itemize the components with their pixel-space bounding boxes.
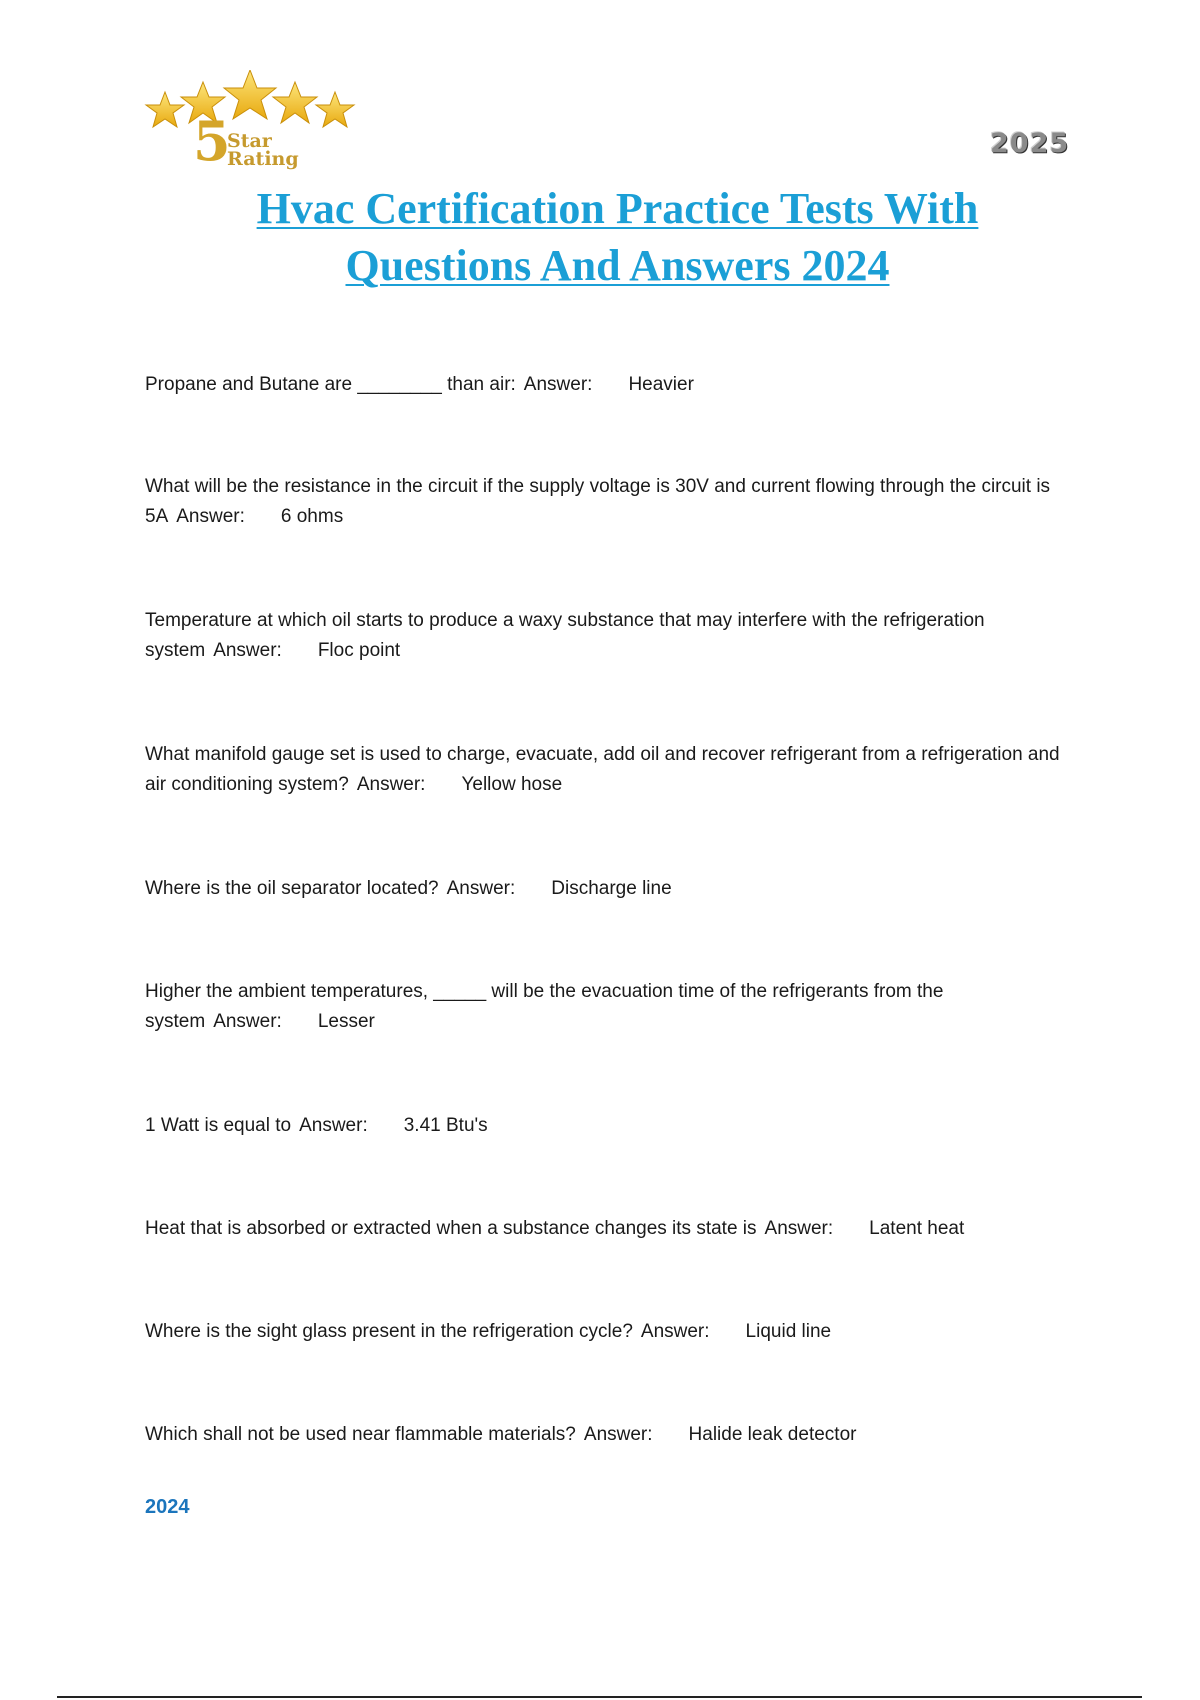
title-line-2: Questions And Answers 2024 — [345, 241, 890, 290]
answer: Halide leak detector — [688, 1424, 857, 1445]
qa-item: Heat that is absorbed or extracted when a substance changes its state is Answer: Latent heat — [145, 1218, 965, 1239]
answer: Latent heat — [869, 1218, 965, 1239]
qa-item: Which shall not be used near flammable materials? Answer: Halide leak detector — [145, 1424, 857, 1445]
answer: 6 ohms — [280, 506, 344, 527]
year-badge: 2025 — [990, 128, 1070, 159]
answer: Discharge line — [551, 878, 672, 899]
qa-item: What manifold gauge set is used to charge, evacuate, add oil and recover refrigerant from a refrigeration and air conditioning system? Answer: Yellow hose — [145, 744, 1060, 795]
answer: Heavier — [628, 374, 694, 395]
qa-item: Higher the ambient temperatures, _____ will be the evacuation time of the refrigerants from the system Answer: Lesser — [145, 981, 944, 1032]
qa-item: Where is the sight glass present in the refrigeration cycle? Answer: Liquid line — [145, 1321, 832, 1342]
qa-item: 1 Watt is equal to Answer: 3.41 Btu's — [145, 1115, 488, 1136]
answer: 3.41 Btu's — [403, 1115, 488, 1136]
page-divider — [57, 1696, 1142, 1698]
footer-year: 2024 — [145, 1496, 190, 1518]
answer: Floc point — [317, 640, 401, 661]
five-star-rating-logo — [143, 70, 358, 175]
answer: Liquid line — [745, 1321, 832, 1342]
title-line-1: Hvac Certification Practice Tests With — [256, 184, 979, 233]
answer: Yellow hose — [461, 774, 563, 795]
logo-number: 5 — [193, 109, 231, 173]
page-title — [150, 180, 1085, 294]
qa-item: Temperature at which oil starts to produce a waxy substance that may interfere with the refrigeration system Answer: Floc point — [145, 610, 985, 661]
qa-item: Propane and Butane are ________ than air: Answer: Heavier — [145, 374, 694, 395]
qa-item: Where is the oil separator located? Answer: Discharge line — [145, 878, 672, 899]
logo-label: Star Rating — [227, 130, 299, 170]
answer: Lesser — [317, 1011, 375, 1032]
qa-item: What will be the resistance in the circuit if the supply voltage is 30V and current flowing through the circuit is 5A Answer: 6 ohms — [145, 476, 1051, 527]
